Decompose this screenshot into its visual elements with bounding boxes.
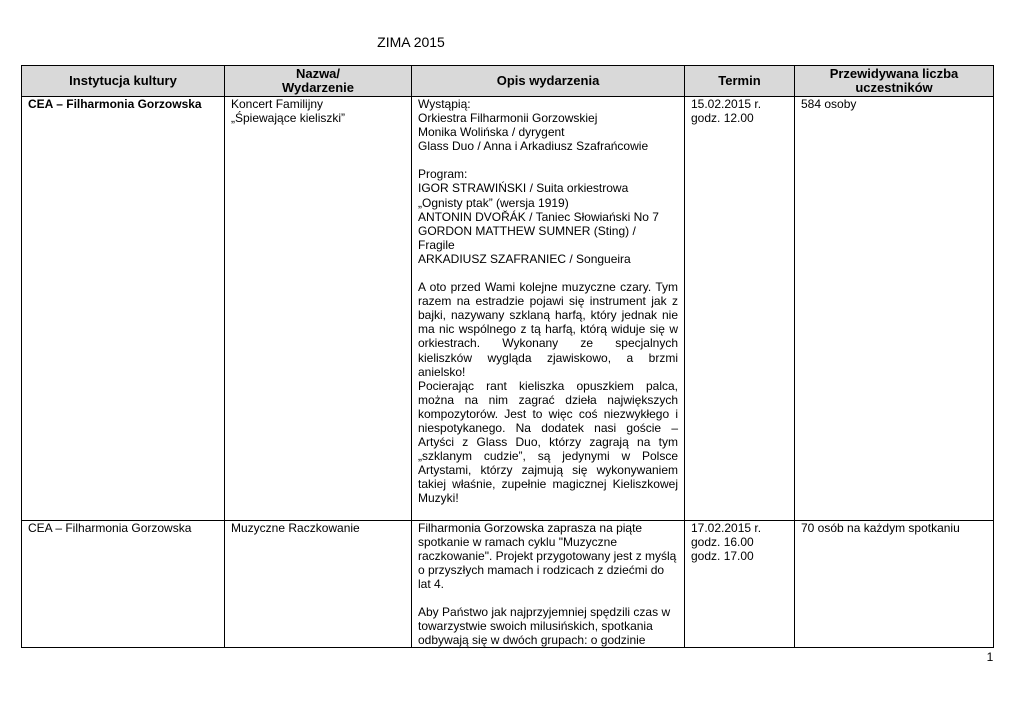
row-institution: CEA – Filharmonia Gorzowska <box>22 97 225 521</box>
row-participants: 584 osoby <box>795 97 994 521</box>
table-row <box>22 97 994 521</box>
event-name-line: Koncert Familijny <box>231 97 324 111</box>
date-line: 15.02.2015 r. <box>691 97 762 111</box>
table-row <box>22 520 994 648</box>
program-line: ANTONIN DVOŘÁK / Taniec Słowiański No 7 <box>418 209 659 224</box>
document-title: ZIMA 2015 <box>377 34 445 50</box>
description-paragraph: Aby Państwo jak najprzyjemniej spędzili czas w towarzystwie swoich milusińskich, spotkania odbywają się w dwóch grupach: o godzinie <box>418 605 671 648</box>
row-description <box>412 97 685 521</box>
description-paragraph: Pocierając rant kieliszka opuszkiem palca, można na nim zagrać dzieła największych kompozytorów. Jest to więc coś niezwykłego i niespotykanego. Na dodatek nasi goście – Artyści z Glass Duo, którzy zagrają na tym „szklanym cudzie”, są jedynymi w Polsce Artystami, którzy zajmują się wykonywaniem takiej właśnie, zupełnie magicznej Kieliszkowej Muzyki! <box>418 378 678 506</box>
event-name-line: Muzyczne Raczkowanie <box>231 520 360 535</box>
event-name-line: „Śpiewające kieliszki” <box>231 111 346 126</box>
row-date <box>685 520 795 648</box>
header-name <box>225 66 412 97</box>
description-paragraph: A oto przed Wami kolejne muzyczne czary. Tym razem na estradzie pojawi się instrument jak z bajki, nazywany szklaną harfą, który jednak nie ma nic wspólnego z tą harfą, którą widuje się w orkiestrach. Wykonany ze specjalnych kieliszków wygląda zjawiskowo, a brzmi anielsko! <box>418 280 678 379</box>
program-line: IGOR STRAWIŃSKI / Suita orkiestrowa <box>418 181 629 196</box>
row-description <box>412 520 685 648</box>
description-line: Glass Duo / Anna i Arkadiusz Szafrańcowie <box>418 139 649 154</box>
table-header-row <box>22 66 994 97</box>
time-line: godz. 16.00 <box>691 534 754 549</box>
description-paragraph: Filharmonia Gorzowska zaprasza na piąte spotkanie w ramach cyklu "Muzyczne raczkowanie". Projekt przygotowany jest z myślą o przyszłych mamach i rodzicach z dziećmi do lat 4. <box>418 520 677 591</box>
header-description: Opis wydarzenia <box>412 66 685 97</box>
description-line: Monika Wolińska / dyrygent <box>418 125 565 140</box>
program-line: Fragile <box>418 237 455 252</box>
description-line: Orkiestra Filharmonii Gorzowskiej <box>418 111 598 126</box>
header-date: Termin <box>685 66 795 97</box>
row-event-name <box>225 97 412 521</box>
row-event-name <box>225 520 412 648</box>
row-participants: 70 osób na każdym spotkaniu <box>795 520 994 648</box>
page-number: 1 <box>986 650 994 664</box>
header-institution: Instytucja kultury <box>22 66 225 97</box>
date-line: 17.02.2015 r. <box>691 520 762 535</box>
header-name-line2: Wydarzenie <box>281 80 354 95</box>
program-line: „Ognisty ptak” (wersja 1919) <box>418 195 569 210</box>
row-institution: CEA – Filharmonia Gorzowska <box>22 520 225 648</box>
time-line: godz. 12.00 <box>691 111 754 126</box>
time-line: godz. 17.00 <box>691 548 754 563</box>
program-line: ARKADIUSZ SZAFRANIEC / Songueira <box>418 251 631 266</box>
row-date <box>685 97 795 521</box>
events-table <box>21 65 994 648</box>
header-participants: Przewidywana liczba uczestników <box>795 66 994 97</box>
program-line: GORDON MATTHEW SUMNER (Sting) / <box>418 223 636 238</box>
description-line: Wystąpią: <box>418 97 471 111</box>
header-name-line1: Nazwa/ <box>295 65 341 81</box>
program-line: Program: <box>418 167 468 182</box>
